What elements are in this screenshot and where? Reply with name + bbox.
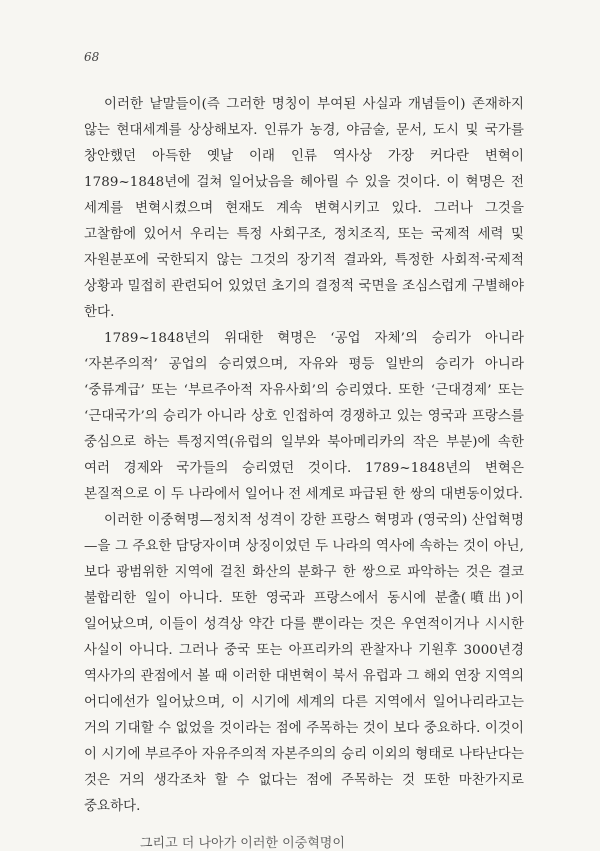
body-text <box>84 92 524 820</box>
paragraph-1: 이러한 낱말들이(즉 그러한 명칭이 부여된 사실과 개념들이) 존재하지 않는 현대세계를 상상해보자. 인류가 농경, 야금술, 문서, 도시 및 국가를 창안했던 아득한 옛날 이래 인류 역사상 가장 커다란 변혁이 1789~1848년에 걸쳐 일어났음을 헤아릴 수 있을 것이다. 이 혁명은 전 세계를 변혁시켰으며 현재도 계속 변혁시키고 있다. 그러나 그것을 고찰함에 있어서 우리는 특정 사회구조, 정치조직, 또는 국제적 세력 및 자원분포에 국한되지 않는 그것의 장기적 결과와, 특정한 사회적·국제적 상황과 밀접히 관련되어 있었던 초기의 결정적 국면을 조심스럽게 구별해야 한다. <box>84 97 524 320</box>
paragraph-2: 1789~1848년의 위대한 혁명은 ‘공업 자체’의 승리가 아니라 ‘자본주의적’ 공업의 승리였으며, 자유와 평등 일반의 승리가 아니라 ‘중류계급’ 또는 ‘부르주아적 자유사회’의 승리였다. 또한 ‘근대경제’ 또는 ‘근대국가’의 승리가 아니라 상호 인접하여 경쟁하고 있는 영국과 프랑스를 중심으로 하는 특정지역(유럽의 일부와 북아메리카의 작은 부분)에 속한 여러 경제와 국가들의 승리였던 것이다. 1789~1848년의 변혁은 본질적으로 이 두 나라에서 일어나 전 세계로 파급된 한 쌍의 대변동이었다. <box>84 331 524 502</box>
paragraph-3: 이러한 이중혁명—정치적 성격이 강한 프랑스 혁명과 (영국의) 산업혁명—을 그 주요한 담당자이며 상징이었던 두 나라의 역사에 속하는 것이 아닌, 보다 광범위한 지역에 걸친 화산의 분화구 한 쌍으로 파악하는 것은 결코 불합리한 일이 아니다. 또한 영국과 프랑스에서 동시에 분출(噴出)이 일어났으며, 이들이 성격상 약간 다를 뿐이라는 것은 우연적이거나 시시한 사실이 아니다. 그러나 중국 또는 아프리카의 관찰자나 기원후 3000년경 역사가의 관점에서 볼 때 이러한 대변혁이 북서 유럽과 그 해외 연장 지역의 어디에선가 일어났으며, 이 시기에 세계의 다른 지역에서 일어나리라고는 거의 기대할 수 없었을 것이라는 점에 주목하는 것이 보다 중요하다. 이것이 이 시기에 부르주아 자유주의적 자본주의의 승리 이외의 형태로 나타난다는 것은 거의 생각조차 할 수 없다는 점에 주목하는 것 또한 마찬가지로 중요하다. <box>84 513 524 814</box>
page-number: 68 <box>84 50 100 64</box>
cut-off-line: 그리고 더 나아가 이러한 이중혁명이 <box>140 836 345 851</box>
